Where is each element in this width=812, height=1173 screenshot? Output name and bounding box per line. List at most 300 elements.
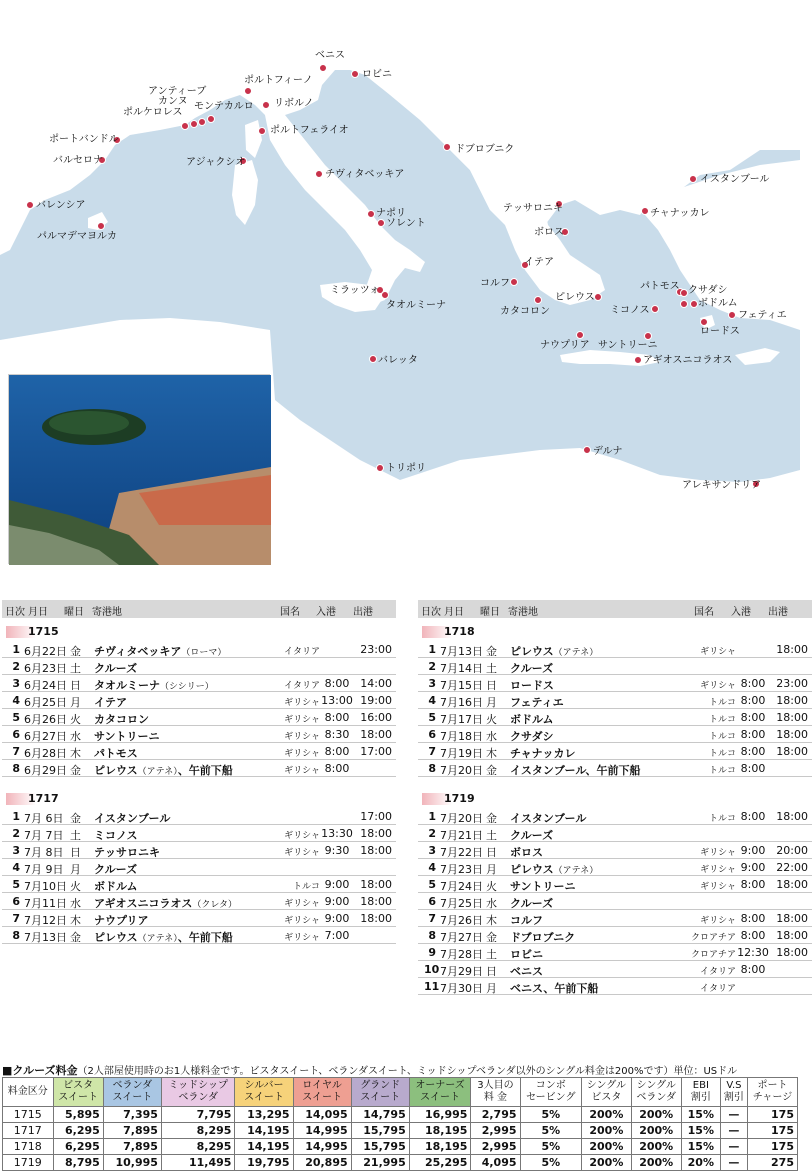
weekday: 火: [486, 880, 497, 893]
col-day: 日次: [5, 607, 25, 618]
fare-header-cell: [747, 1078, 797, 1107]
date: 7月10日: [24, 880, 67, 893]
arrival-time: 8:00: [740, 711, 766, 724]
country: ギリシャ: [284, 715, 320, 725]
day-number: 6: [428, 895, 436, 908]
port-dot-istanbul: [689, 175, 697, 183]
country: ギリシャ: [284, 899, 320, 909]
fare-value: 175: [747, 1123, 797, 1139]
port-main: タオルミーナ: [94, 679, 160, 692]
country: ギリシャ: [700, 848, 736, 858]
header-line-2: スイート: [58, 1092, 99, 1103]
weekday: 水: [70, 730, 81, 743]
country: イタリア: [283, 681, 320, 691]
arrival-time: 8:30: [324, 728, 350, 741]
day-number: 7: [12, 745, 20, 758]
itinerary-row: [2, 910, 396, 927]
port-label-cannes: カンヌ: [158, 96, 188, 107]
date: 6月29日: [24, 764, 67, 777]
weekday: 月: [486, 982, 497, 995]
port-label-venice: ベニス: [315, 50, 345, 61]
port-name: [510, 878, 575, 894]
col-dow: 曜日: [64, 607, 84, 618]
day-number: 4: [12, 861, 20, 874]
port-label-nafplio: ナウプリア: [540, 340, 590, 351]
port-dot-palma: [97, 222, 105, 230]
departure-time: 19:00: [360, 694, 392, 707]
header-line-1: ベランダ: [112, 1080, 153, 1091]
port-dot-kusadasi: [680, 289, 688, 297]
date: 7月14日: [440, 662, 483, 675]
fare-value: 14,195: [235, 1123, 293, 1139]
weekday: 木: [486, 914, 497, 927]
port-label-ajaccio: アジャクシオ: [186, 157, 246, 168]
port-label-alexandria: アレキサンドリア: [682, 480, 762, 491]
departure-time: 17:00: [360, 745, 392, 758]
port-name: [510, 694, 564, 710]
port-name: [510, 827, 553, 843]
port-main: ミコノス: [94, 829, 138, 842]
port-suffix: 、午前下船: [177, 764, 233, 777]
date: 7月13日: [24, 931, 67, 944]
arrival-time: 8:00: [324, 745, 350, 758]
port-name: [510, 762, 640, 778]
port-label-dubrovnik: ドブロブニク: [455, 144, 515, 155]
port-dot-katakolon: [534, 296, 542, 304]
day-number: 2: [12, 660, 20, 673]
date: 7月16日: [440, 696, 483, 709]
day-number: 4: [428, 694, 436, 707]
weekday: 日: [486, 679, 497, 692]
col-depart: 出港: [353, 607, 373, 618]
port-main: ロビニ: [510, 948, 543, 961]
header-line-1: ポート: [757, 1080, 788, 1091]
header-line-1: V.S: [726, 1080, 742, 1091]
port-name: [510, 844, 543, 860]
port-main: ピレウス: [510, 863, 554, 876]
date: 7月11日: [24, 897, 67, 910]
day-number: 3: [428, 677, 436, 690]
country: トルコ: [708, 814, 736, 824]
fare-value: 25,295: [409, 1155, 471, 1171]
date: 7月 7日: [24, 829, 64, 842]
port-main: サントリーニ: [510, 880, 576, 893]
port-label-thessaloniki: テッサロニキ: [503, 203, 563, 214]
header-line-2: スイート: [420, 1092, 460, 1103]
arrival-time: 13:30: [321, 827, 353, 840]
itinerary-header: [418, 600, 812, 618]
fare-header-cell: [293, 1078, 351, 1107]
port-main: テッサロニキ: [94, 846, 160, 859]
port-name: [510, 810, 586, 826]
col-day: 日次: [421, 607, 441, 618]
col-date: 月日: [28, 607, 48, 618]
country: イタリア: [283, 647, 320, 657]
port-note: （アテネ）: [553, 648, 599, 658]
day-number: 5: [12, 711, 20, 724]
itinerary-row: [418, 859, 812, 876]
itinerary-row: [418, 927, 812, 944]
port-main: クルーズ: [510, 897, 554, 910]
fare-note: （2人部屋使用時のお1人様料金です。ビスタスイート、ベランダスイート、ミッドシップベランダ以外のシングル料金は200%です）単位：USドル: [77, 1066, 738, 1077]
port-main: ボロス: [510, 846, 543, 859]
weekday: 木: [486, 747, 497, 760]
itinerary-row: [2, 842, 396, 859]
fare-header-row: [3, 1078, 798, 1107]
weekday: 日: [486, 846, 497, 859]
date: 7月24日: [440, 880, 483, 893]
country: トルコ: [708, 766, 736, 776]
fare-code: 1718: [3, 1139, 54, 1155]
weekday: 水: [70, 897, 81, 910]
weekday: 土: [70, 662, 81, 675]
departure-time: 18:00: [776, 643, 808, 656]
port-label-canakkale: チャナッカレ: [650, 208, 710, 219]
header-line-2: チャージ: [752, 1092, 793, 1103]
port-label-naples: ナポリ: [376, 208, 406, 219]
port-label-montecarlo: モンテカルロ: [194, 101, 254, 112]
weekday: 土: [486, 829, 497, 842]
port-dot-canakkale: [641, 207, 649, 215]
date: 7月25日: [440, 897, 483, 910]
col-dow: 曜日: [480, 607, 500, 618]
arrival-time: 9:00: [324, 878, 350, 891]
weekday: 木: [70, 914, 81, 927]
port-dot-piraeus: [594, 293, 602, 301]
itinerary-row: [418, 825, 812, 842]
itinerary-row: [418, 760, 812, 777]
date: 7月23日: [440, 863, 483, 876]
fare-heading: ■クルーズ料金: [2, 1064, 78, 1077]
port-main: ボドルム: [94, 880, 138, 893]
fare-row: [3, 1107, 798, 1123]
country: イタリア: [699, 984, 736, 994]
cruise-code: [2, 791, 396, 807]
day-number: 8: [12, 929, 20, 942]
country: クロアチア: [690, 933, 736, 943]
fare-header-cell: [103, 1078, 161, 1107]
cruise-code: [418, 624, 812, 640]
fare-value: 18,195: [409, 1123, 471, 1139]
day-number: 1: [12, 810, 20, 823]
weekday: 月: [70, 863, 81, 876]
date: 7月30日: [440, 982, 483, 995]
header-line-1: ミッドシップ: [168, 1080, 228, 1091]
fare-code: 1719: [3, 1155, 54, 1171]
fare-header-cell: [631, 1078, 681, 1107]
port-main: ナウプリア: [94, 914, 149, 927]
fare-value: 18,195: [409, 1139, 471, 1155]
port-label-portoferraio: ポルトフェライオ: [270, 125, 349, 136]
weekday: 月: [70, 696, 81, 709]
date: 6月26日: [24, 713, 67, 726]
port-main: ベニス: [510, 965, 543, 978]
day-number: 5: [428, 878, 436, 891]
header-line-1: シングル: [586, 1080, 626, 1091]
itinerary-row: [418, 641, 812, 658]
departure-time: 18:00: [360, 728, 392, 741]
port-main: ロードス: [510, 679, 554, 692]
departure-time: 16:00: [360, 711, 392, 724]
fare-value: 19,795: [235, 1155, 293, 1171]
departure-time: 20:00: [776, 844, 808, 857]
day-number: 1: [428, 643, 436, 656]
country: ギリシャ: [284, 766, 320, 776]
port-dot-civitavecchia: [315, 170, 323, 178]
weekday: 火: [70, 880, 81, 893]
port-note: （シシリー）: [160, 682, 214, 692]
port-main: イテア: [94, 696, 127, 709]
port-suffix: 、午前下船: [177, 931, 233, 944]
country: ギリシャ: [700, 882, 736, 892]
cruise-code-label: 1715: [28, 625, 59, 638]
header-line-1: シングル: [636, 1080, 676, 1091]
port-label-portofino: ポルトフィーノ: [244, 75, 313, 86]
port-dot-valencia: [26, 201, 34, 209]
weekday: 日: [70, 846, 81, 859]
fare-value: 14,195: [235, 1139, 293, 1155]
port-name: [510, 660, 553, 676]
day-number: 7: [428, 912, 436, 925]
port-name: [94, 762, 233, 778]
port-main: イスタンブール: [94, 812, 171, 825]
weekday: 金: [70, 764, 81, 777]
port-main: コルフ: [510, 914, 543, 927]
port-label-rhodes: ロードス: [700, 326, 740, 337]
port-label-barcelona: バルセロナ: [53, 155, 103, 166]
fare-value: 175: [747, 1107, 797, 1123]
date: 7月17日: [440, 713, 483, 726]
fare-value: 6,295: [53, 1123, 103, 1139]
weekday: 金: [70, 812, 81, 825]
header-line-1: ビスタ: [63, 1080, 94, 1091]
itinerary-row: [2, 760, 396, 777]
port-dot-corfu: [510, 278, 518, 286]
fare-header-cell: [53, 1078, 103, 1107]
arrival-time: 13:00: [321, 694, 353, 707]
fare-value: 175: [747, 1139, 797, 1155]
arrival-time: 8:00: [324, 762, 350, 775]
country: トルコ: [708, 732, 736, 742]
port-dot-tripoli: [376, 464, 384, 472]
itinerary-right-column: [418, 600, 812, 995]
header-line-2: 割引: [690, 1092, 711, 1103]
port-dot-sorrento: [377, 219, 385, 227]
day-number: 6: [12, 728, 20, 741]
fare-header-cell: [161, 1078, 235, 1107]
fare-value: 8,295: [161, 1139, 235, 1155]
port-note: （ローマ）: [181, 648, 227, 658]
arrival-time: 8:00: [740, 810, 766, 823]
itinerary-row: [418, 726, 812, 743]
day-number: 8: [428, 929, 436, 942]
country: ギリシャ: [284, 848, 320, 858]
departure-time: 23:00: [776, 677, 808, 690]
itinerary-row: [418, 978, 812, 995]
fare-value: 13,295: [235, 1107, 293, 1123]
country: トルコ: [708, 749, 736, 759]
departure-time: 18:00: [360, 912, 392, 925]
fare-value: 10,995: [103, 1155, 161, 1171]
port-main: イスタンブール、午前下船: [510, 764, 641, 777]
fare-value: —: [720, 1123, 747, 1139]
departure-time: 18:00: [776, 929, 808, 942]
port-dot-montecarlo: [207, 115, 215, 123]
fare-value: 200%: [582, 1155, 632, 1171]
date: 7月21日: [440, 829, 483, 842]
fare-header-cell: [3, 1078, 54, 1107]
port-label-civitavecchia: チヴィタベッキア: [325, 169, 405, 180]
itinerary-row: [2, 825, 396, 842]
fare-value: 5%: [520, 1139, 582, 1155]
fare-value: 200%: [582, 1139, 632, 1155]
fare-value: 200%: [631, 1139, 681, 1155]
fare-value: 7,895: [103, 1139, 161, 1155]
fare-value: 7,895: [103, 1123, 161, 1139]
departure-time: 18:00: [776, 810, 808, 823]
country: ギリシャ: [700, 647, 736, 657]
port-main: ピレウス: [94, 764, 138, 777]
port-label-valletta: バレッタ: [378, 355, 418, 366]
port-dot-valletta: [369, 355, 377, 363]
day-number: 2: [428, 827, 436, 840]
header-line-2: 料 金: [483, 1092, 508, 1103]
port-note: （アテネ）: [137, 934, 178, 944]
day-number: 5: [12, 878, 20, 891]
fare-header-cell: [582, 1078, 632, 1107]
port-dot-antibes: [198, 118, 206, 126]
arrival-time: 8:00: [740, 677, 766, 690]
day-number: 2: [428, 660, 436, 673]
fare-header-cell: [520, 1078, 582, 1107]
port-name: [510, 980, 598, 996]
port-name: [94, 929, 233, 945]
day-number: 1: [12, 643, 20, 656]
port-label-portvendres: ポートバンドル: [49, 134, 119, 145]
port-dot-dubrovnik: [443, 143, 451, 151]
fare-value: 20,895: [293, 1155, 351, 1171]
day-number: 1: [428, 810, 436, 823]
date: 7月20日: [440, 812, 483, 825]
itinerary-row: [2, 859, 396, 876]
fare-value: 15%: [681, 1123, 720, 1139]
port-dot-fethiye: [728, 311, 736, 319]
date: 7月20日: [440, 764, 483, 777]
port-label-palma: パルマデマヨルカ: [37, 231, 117, 242]
itinerary-row: [2, 808, 396, 825]
arrival-time: 8:00: [740, 762, 766, 775]
port-label-santorini: サントリーニ: [598, 340, 658, 351]
header-line-1: 3人目の: [477, 1080, 514, 1091]
port-main: ドブロブニク: [510, 931, 576, 944]
day-number: 3: [12, 844, 20, 857]
fare-table: [2, 1077, 798, 1171]
fare-header-cell: [681, 1078, 720, 1107]
dubrovnik-photo: [8, 374, 270, 564]
port-label-rovinj: ロビニ: [362, 69, 392, 80]
arrival-time: 8:00: [740, 912, 766, 925]
arrival-time: 9:00: [740, 844, 766, 857]
fare-value: 16,995: [409, 1107, 471, 1123]
itinerary-row: [2, 876, 396, 893]
fare-value: 275: [747, 1155, 797, 1171]
fare-value: 8,295: [161, 1123, 235, 1139]
port-dot-naples: [367, 210, 375, 218]
port-name: [510, 929, 575, 945]
fare-value: 11,495: [161, 1155, 235, 1171]
fare-value: 200%: [631, 1123, 681, 1139]
port-label-valencia: バレンシア: [36, 200, 86, 211]
port-dot-cannes: [190, 120, 198, 128]
weekday: 火: [486, 713, 497, 726]
fare-value: 20%: [681, 1155, 720, 1171]
day-number: 11: [424, 980, 440, 993]
date: 7月18日: [440, 730, 483, 743]
weekday: 金: [486, 645, 497, 658]
day-number: 6: [12, 895, 20, 908]
fare-header-cell: [720, 1078, 747, 1107]
port-main: ピレウス: [510, 645, 554, 658]
country: ギリシャ: [284, 749, 320, 759]
port-label-livorno: リボルノ: [274, 98, 314, 109]
departure-time: 17:00: [360, 810, 392, 823]
cruise-1719: [418, 791, 812, 995]
date: 6月28日: [24, 747, 67, 760]
date: 6月25日: [24, 696, 67, 709]
cruise-1715: [2, 624, 396, 777]
itinerary-row: [418, 692, 812, 709]
weekday: 日: [486, 965, 497, 978]
port-dot-santorini: [644, 332, 652, 340]
port-main: クルーズ: [510, 662, 554, 675]
day-number: 5: [428, 711, 436, 724]
itinerary-row: [418, 961, 812, 978]
departure-time: 18:00: [776, 745, 808, 758]
itinerary-header: [2, 600, 396, 618]
weekday: 火: [70, 713, 81, 726]
header-line-2: ベランダ: [178, 1092, 218, 1103]
itinerary-row: [418, 910, 812, 927]
departure-time: 18:00: [360, 878, 392, 891]
date: 7月 8日: [24, 846, 64, 859]
fare-value: 4,095: [471, 1155, 520, 1171]
col-port: 寄港地: [92, 607, 122, 618]
itinerary-row: [418, 842, 812, 859]
fare-value: 5%: [520, 1107, 582, 1123]
fare-value: 14,095: [293, 1107, 351, 1123]
arrival-time: 7:00: [324, 929, 350, 942]
port-note: （アテネ）: [553, 866, 599, 876]
day-number: 4: [428, 861, 436, 874]
fare-value: 5,895: [53, 1107, 103, 1123]
port-name: [94, 660, 137, 676]
port-main: ベニス、午前下船: [510, 982, 599, 995]
fare-value: 2,995: [471, 1139, 520, 1155]
day-number: 3: [428, 844, 436, 857]
day-number: 7: [12, 912, 20, 925]
country: ギリシャ: [284, 732, 320, 742]
port-label-sorrento: ソレント: [386, 218, 426, 229]
fare-value: 200%: [631, 1107, 681, 1123]
port-dot-agiosnikolaos: [634, 356, 642, 364]
departure-time: 18:00: [776, 728, 808, 741]
departure-time: 23:00: [360, 643, 392, 656]
fare-value: 200%: [631, 1155, 681, 1171]
arrival-time: 8:00: [740, 878, 766, 891]
port-label-katakolon: カタコロン: [500, 306, 550, 317]
fare-title: [2, 1062, 737, 1078]
weekday: 金: [486, 931, 497, 944]
